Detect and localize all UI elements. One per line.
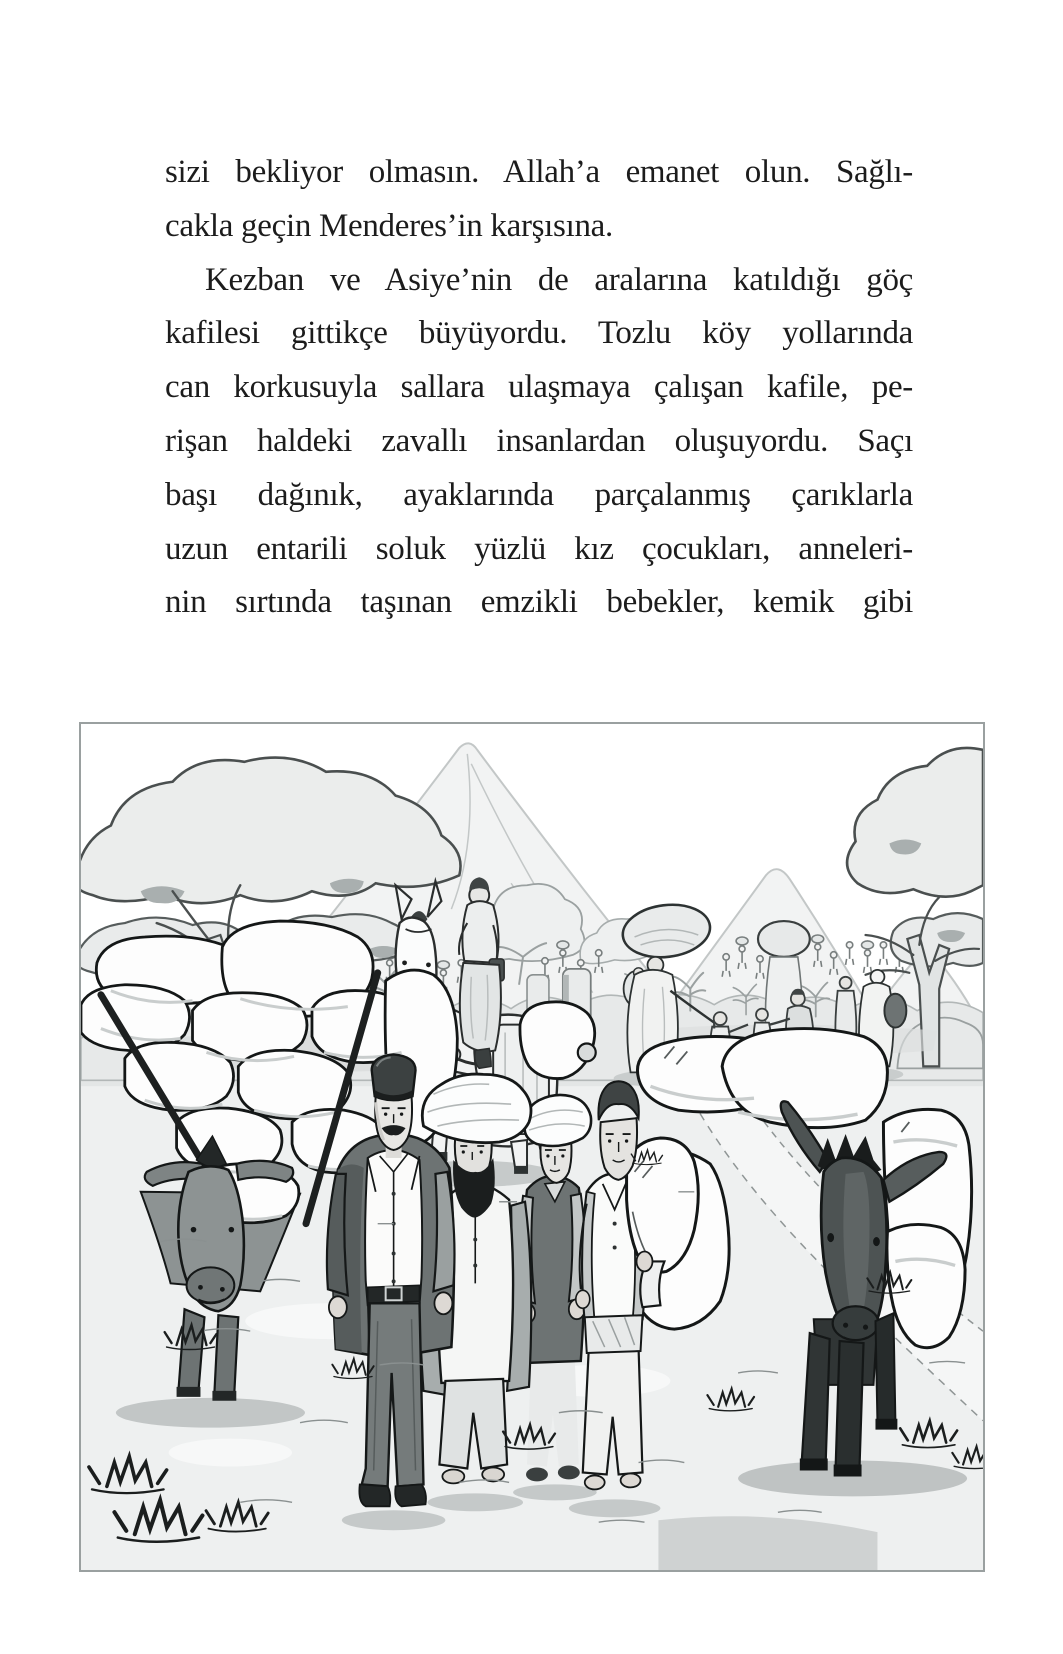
text-line: sizi bekliyor olmasın. Allah’a emanet olun. Sağlı- [165,154,913,190]
left-donkey-shadow [116,1398,305,1428]
migration-illustration [79,722,985,1572]
text-line: kafilesi gittikçe büyüyordu. Tozlu köy yollarında [165,315,913,352]
text-line: can korkusuyla sallara ulaşmaya çalışan kafile, pe- [165,369,913,406]
body-text [165,146,913,630]
dark-bag [884,994,906,1028]
text-line: başı dağınık, ayaklarında parçalanmış çarıklarla [165,476,913,513]
text-line: rişan haldeki zavallı insanlardan oluşuyordu. Saçı [165,422,913,459]
text-line: Kezban ve Asiye’nin de aralarına katıldığı göç [205,261,913,298]
text-line: nin sırtında taşınan emzikli bebekler, kemik gibi [165,584,913,621]
illustration-canvas [81,724,983,1570]
text-line: cakla geçin Menderes’in karşısına. [165,207,613,244]
text-line: uzun entarili soluk yüzlü kız çocukları, anneleri- [165,530,913,567]
